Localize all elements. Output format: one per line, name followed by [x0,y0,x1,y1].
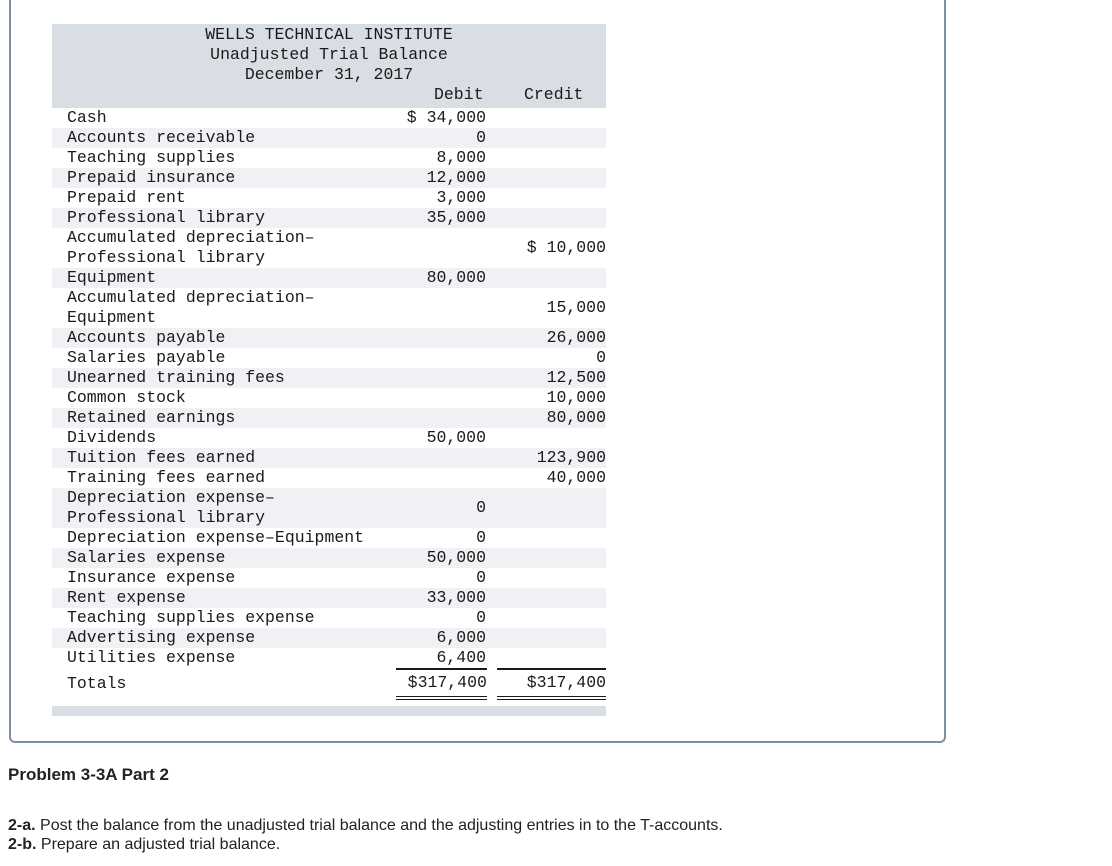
credit-amount [496,648,606,668]
company-name: WELLS TECHNICAL INSTITUTE [205,25,453,44]
trial-balance-header [52,24,606,108]
credit-amount [496,528,606,548]
table-row [52,368,606,388]
debit-amount [394,388,486,408]
account-name: Utilities expense [67,648,236,667]
credit-amount [496,628,606,648]
debit-amount [394,448,486,468]
debit-amount: 50,000 [426,548,486,567]
trial-balance-table [52,24,606,716]
instruction-text: Prepare an adjusted trial balance. [36,836,281,853]
account-name: Dividends [67,428,157,447]
debit-amount: 8,000 [436,148,486,167]
statement-title: Unadjusted Trial Balance [210,45,448,64]
table-row [52,128,606,148]
credit-amount [496,128,606,148]
account-name: Accounts payable [67,328,226,347]
instruction-label: 2-a. [8,817,36,834]
credit-amount: 10,000 [546,388,606,407]
credit-amount: 0 [596,348,606,367]
trial-balance-rows [52,108,606,668]
table-row [52,148,606,168]
debit-amount: 6,400 [436,648,486,667]
credit-amount: 26,000 [546,328,606,347]
debit-amount [394,228,486,268]
statement-date: December 31, 2017 [244,65,414,84]
debit-amount: 0 [476,608,486,627]
instruction-label: 2-b. [8,836,37,853]
credit-amount [496,428,606,448]
part-title: Problem 3-3A Part 2 [8,765,169,784]
debit-amount: 6,000 [436,628,486,647]
credit-amount [496,148,606,168]
table-row [52,108,606,128]
account-name: Prepaid insurance [67,168,236,187]
total-debit: $317,400 [396,668,487,700]
account-name: Depreciation expense– Professional library [67,488,275,527]
debit-amount [394,468,486,488]
table-row [52,588,606,608]
table-row [52,268,606,288]
table-row [52,328,606,348]
account-name: Tuition fees earned [67,448,256,467]
debit-amount [394,328,486,348]
trial-balance-footer-bar [52,706,606,716]
debit-amount: 50,000 [426,428,486,447]
table-row [52,428,606,448]
table-row [52,628,606,648]
debit-amount: 33,000 [426,588,486,607]
account-name: Teaching supplies expense [67,608,315,627]
credit-column-header: Credit [524,85,584,104]
table-row [52,608,606,628]
total-credit: $317,400 [497,668,606,700]
debit-amount [394,368,486,388]
account-name: Advertising expense [67,628,256,647]
account-name: Professional library [67,208,266,227]
credit-amount [496,268,606,288]
account-name: Cash [67,108,107,127]
debit-column-header: Debit [434,85,484,104]
table-row [52,288,606,328]
table-row [52,208,606,228]
account-name: Rent expense [67,588,186,607]
account-name: Salaries expense [67,548,226,567]
table-row [52,188,606,208]
debit-amount: $ 34,000 [406,108,486,127]
table-row [52,228,606,268]
table-row [52,528,606,548]
account-name: Training fees earned [67,468,266,487]
credit-amount: 123,900 [536,448,606,467]
credit-amount [496,548,606,568]
account-name: Insurance expense [67,568,236,587]
credit-amount: 15,000 [546,298,606,317]
credit-amount [496,168,606,188]
table-row [52,648,606,668]
debit-amount: 35,000 [426,208,486,227]
credit-amount [496,488,606,528]
credit-amount [496,188,606,208]
credit-amount: 40,000 [546,468,606,487]
account-name: Teaching supplies [67,148,236,167]
account-name: Equipment [67,268,157,287]
credit-amount: 80,000 [546,408,606,427]
credit-amount [496,588,606,608]
credit-amount [496,608,606,628]
table-row [52,168,606,188]
table-row [52,408,606,428]
totals-row [52,668,606,700]
table-row [52,548,606,568]
table-row [52,568,606,588]
debit-amount [394,288,486,328]
credit-amount: $ 10,000 [526,238,606,257]
instruction-text: Post the balance from the unadjusted trial balance and the adjusting entries in to the T-accounts. [35,817,723,834]
account-name: Unearned training fees [67,368,285,387]
table-row [52,448,606,468]
table-row [52,488,606,528]
debit-amount [394,348,486,368]
account-name: Salaries payable [67,348,226,367]
account-name: Common stock [67,388,186,407]
debit-amount: 0 [476,128,486,147]
totals-label: Totals [67,674,127,693]
account-name: Retained earnings [67,408,236,427]
account-name: Prepaid rent [67,188,186,207]
table-row [52,388,606,408]
table-row [52,468,606,488]
account-name: Depreciation expense–Equipment [67,528,365,547]
credit-amount [496,208,606,228]
table-row [52,348,606,368]
debit-amount [394,408,486,428]
debit-amount: 0 [476,528,486,547]
credit-amount [496,568,606,588]
account-name: Accumulated depreciation– Equipment [67,288,315,327]
credit-amount [496,108,606,128]
debit-amount: 0 [476,498,486,517]
debit-amount: 0 [476,568,486,587]
credit-amount: 12,500 [546,368,606,387]
instruction-2b [8,836,280,854]
debit-amount: 12,000 [426,168,486,187]
account-name: Accounts receivable [67,128,256,147]
account-name: Accumulated depreciation– Professional library [67,228,315,267]
instruction-2a [8,817,723,835]
debit-amount: 80,000 [426,268,486,287]
debit-amount: 3,000 [436,188,486,207]
